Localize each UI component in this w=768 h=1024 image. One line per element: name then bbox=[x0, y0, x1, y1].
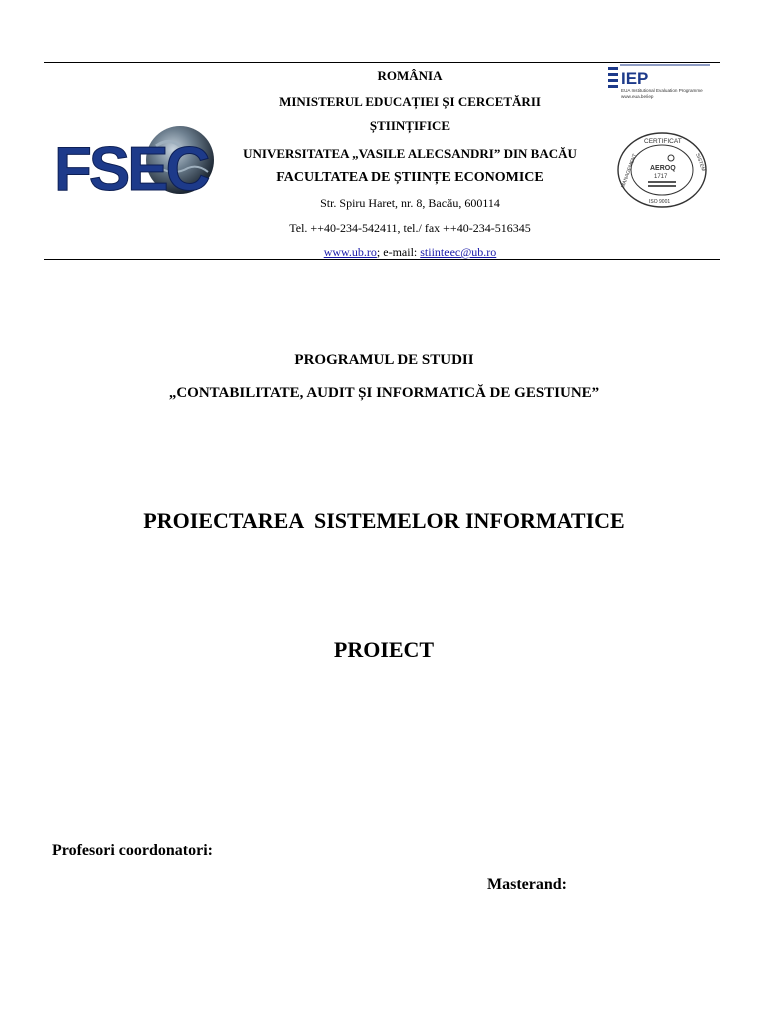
ministry-line-1: MINISTERUL EDUCAȚIEI ȘI CERCETĂRII bbox=[279, 94, 541, 109]
address-line: Str. Spiru Haret, nr. 8, Bacău, 600114 bbox=[320, 196, 500, 210]
email-link[interactable]: stiinteec@ub.ro bbox=[420, 245, 497, 259]
iep-url: www.eua.be/iep bbox=[621, 94, 654, 99]
fsec-logo bbox=[52, 106, 217, 214]
cert-num-text: 1717 bbox=[654, 174, 668, 180]
phone-line: Tel. ++40-234-542411, tel./ fax ++40-234-516345 bbox=[289, 221, 531, 235]
cert-mid-text: AEROQ bbox=[650, 165, 676, 172]
iep-logo bbox=[608, 62, 714, 100]
country-line: ROMÂNIA bbox=[377, 68, 443, 83]
cert-top-text: CERTIFICAT bbox=[644, 138, 682, 145]
cert-bottom-text: ISO 9001 bbox=[649, 199, 671, 205]
website-link[interactable]: www.ub.ro bbox=[323, 245, 377, 259]
course-title: PROIECTAREA SISTEMELOR INFORMATICE bbox=[143, 508, 625, 533]
cert-left-text: MANAGEMENT bbox=[620, 152, 639, 189]
iep-logo-text: IEP bbox=[621, 69, 649, 88]
ministry-line-2: ȘTIINȚIFICE bbox=[369, 118, 451, 133]
document-type: PROIECT bbox=[333, 637, 435, 662]
program-name: „CONTABILITATE, AUDIT ȘI INFORMATICĂ DE GESTIUNE” bbox=[168, 385, 600, 401]
contact-line bbox=[220, 245, 600, 260]
fsec-logo-text: FSEC bbox=[54, 135, 208, 204]
email-label: ; e-mail: bbox=[376, 245, 421, 259]
certification-seal-logo bbox=[614, 130, 710, 210]
university-line: UNIVERSITATEA „VASILE ALECSANDRI” DIN BACĂU bbox=[243, 146, 577, 161]
iep-caption: EUA Institutional Evaluation Programme bbox=[621, 88, 703, 93]
program-label: PROGRAMUL DE STUDII bbox=[294, 352, 474, 368]
cert-right-text: SISTEM bbox=[694, 152, 707, 173]
coordinators-label: Profesori coordonatori: bbox=[52, 842, 213, 859]
faculty-line: FACULTATEA DE ȘTIINȚE ECONOMICE bbox=[276, 170, 544, 185]
student-label: Masterand: bbox=[487, 876, 567, 893]
